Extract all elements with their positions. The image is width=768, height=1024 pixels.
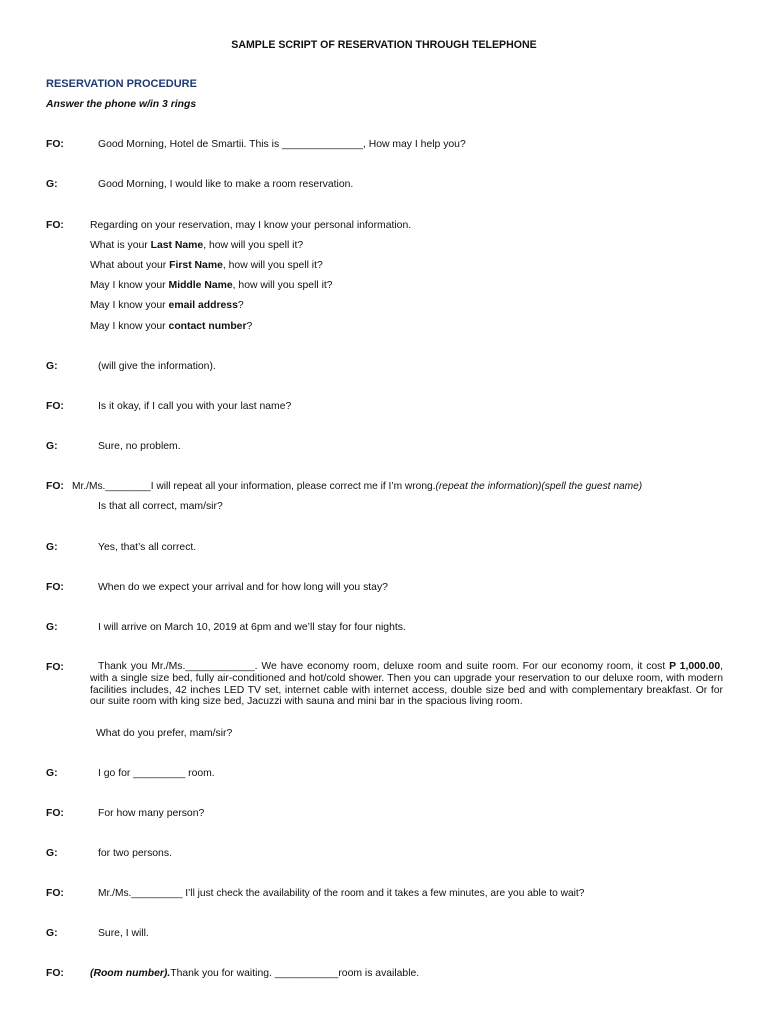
dialogue-line: For how many person?: [98, 808, 205, 819]
speaker-fo: FO:: [46, 968, 64, 979]
speaker-g: G:: [46, 542, 58, 553]
speaker-fo: FO:: [46, 808, 64, 819]
speaker-fo: FO:: [46, 582, 64, 593]
section-heading: RESERVATION PROCEDURE: [46, 78, 197, 90]
question-first-name: What about your First Name, how will you spell it?: [90, 260, 323, 271]
speaker-fo: FO:: [46, 401, 64, 412]
dialogue-line: Regarding on your reservation, may I know your personal information.: [90, 220, 412, 231]
dialogue-line: Is it okay, if I call you with your last name?: [98, 401, 292, 412]
question-contact: May I know your contact number?: [90, 321, 253, 332]
speaker-g: G:: [46, 928, 58, 939]
question-middle-name: May I know your Middle Name, how will you spell it?: [90, 280, 333, 291]
speaker-g: G:: [46, 622, 58, 633]
speaker-fo: FO:: [46, 888, 64, 899]
dialogue-line: Sure, no problem.: [98, 441, 181, 452]
document-title: SAMPLE SCRIPT OF RESERVATION THROUGH TELEPHONE: [231, 39, 537, 51]
dialogue-line: I go for _________ room.: [98, 768, 215, 779]
room-offer-paragraph: Thank you Mr./Ms.____________. We have economy room, deluxe room and suite room. For our economy room, it cost P 1,000.00, with a single size bed, fully air-conditioned and hot/cold shower. Then you can upgrade your reservation to our deluxe room, with modern facilities includes, 42 inches LED TV set, internet cable with internet access, double size bed and with complementary breakfast. Or for our suite room with king size bed, Jacuzzi with sauna and mini bar in the spacious living room.: [90, 661, 723, 708]
dialogue-line: Sure, I will.: [98, 928, 149, 939]
question-email: May I know your email address?: [90, 300, 244, 311]
dialogue-line: When do we expect your arrival and for how long will you stay?: [98, 582, 388, 593]
speaker-fo: FO:: [46, 139, 64, 150]
question-last-name: What is your Last Name, how will you spell it?: [90, 240, 304, 251]
dialogue-line: Is that all correct, mam/sir?: [98, 501, 223, 512]
speaker-g: G:: [46, 179, 58, 190]
dialogue-line: What do you prefer, mam/sir?: [96, 728, 233, 739]
dialogue-line: (will give the information).: [98, 361, 216, 372]
dialogue-line: Good Morning, Hotel de Smartii. This is ______________, How may I help you?: [98, 139, 466, 150]
speaker-fo: FO:: [46, 662, 64, 673]
subheading: Answer the phone w/in 3 rings: [46, 99, 197, 110]
dialogue-line: for two persons.: [98, 848, 172, 859]
speaker-fo: FO:: [46, 220, 64, 231]
dialogue-line: (Room number).Thank you for waiting. ___________room is available.: [90, 968, 420, 979]
speaker-g: G:: [46, 361, 58, 372]
dialogue-line: Mr./Ms.________I will repeat all your information, please correct me if I’m wrong.(repeat the information)(spell the guest name): [72, 481, 643, 492]
dialogue-line: Yes, that’s all correct.: [98, 542, 197, 553]
dialogue-line: Mr./Ms._________ I’ll just check the availability of the room and it takes a few minutes, are you able to wait?: [98, 888, 585, 899]
speaker-g: G:: [46, 848, 58, 859]
speaker-fo: FO:: [46, 481, 64, 492]
speaker-g: G:: [46, 441, 58, 452]
dialogue-line: Good Morning, I would like to make a room reservation.: [98, 179, 354, 190]
dialogue-line: I will arrive on March 10, 2019 at 6pm and we’ll stay for four nights.: [98, 622, 406, 633]
speaker-g: G:: [46, 768, 58, 779]
